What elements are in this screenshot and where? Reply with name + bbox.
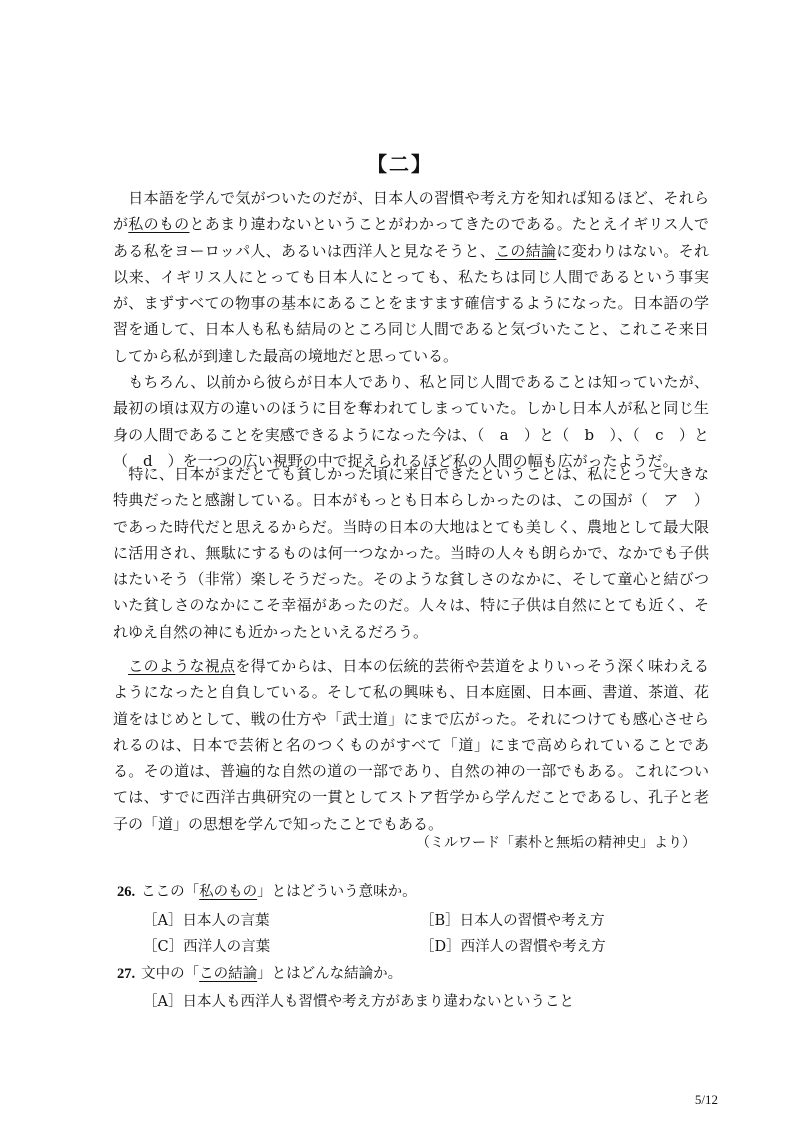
- q26-option-b[interactable]: ［B］日本人の習慣や考え方: [420, 913, 605, 929]
- question-26-underlined: 私のもの: [199, 884, 258, 900]
- section-title: 【二】: [367, 152, 433, 176]
- passage-paragraph-2: もちろん、以前から彼らが日本人であり、私と同じ人間であることは知っていたが、最初の頃は双方の違いのほうに目を奪われてしまっていた。しかし日本人が私と同じ生身の人間であることを実感できるようになった今は、（ a ）と（ b ）、（ c ）と（ d ）を一つの広い視野の中で捉えられるほど私の人間の幅も広がったようだ。: [113, 373, 709, 470]
- question-26: 26. ここの「私のもの」とはどういう意味か。: [117, 884, 417, 900]
- passage-paragraph-1: 日本語を学んで気がついたのだが、日本人の習慣や考え方を知れば知るほど、それらが私のものとあまり違わないということがわかってきたのである。たとえイギリス人である私をヨーロッパ人、あるいは西洋人と見なそうと、この結論に変わりはない。それ以来、イギリス人にとっても日本人にとっても、私たちは同じ人間であるという事実が、まずすべての物事の基本にあることをますます確信するようになった。日本語の学習を通して、日本人も私も結局のところ同じ人間であると気づいたこと、これこそ来日してから私が到達した最高の境地だと思っている。: [113, 189, 709, 365]
- q26-option-d[interactable]: ［D］西洋人の習慣や考え方: [420, 939, 606, 955]
- q27-option-a[interactable]: ［A］日本人も西洋人も習慣や考え方があまり違わないということ: [143, 994, 574, 1010]
- passage-paragraph-4: このような視点を得てからは、日本の伝統的芸術や芸道をよりいっそう深く味わえるようになったと自負している。そして私の興味も、日本庭園、日本画、書道、茶道、花道をはじめとして、戦の仕方や「武士道」にまで広がった。それにつけても感心させられるのは、日本で芸術と名のつくものがすべて「道」にまで高められていることである。その道は、普遍的な自然の道の一部であり、自然の神の一部でもある。これについては、すでに西洋古典研究の一貫としてストア哲学から学んだことであるし、孔子と老子の「道」の思想を学んで知ったことでもある。: [113, 657, 709, 833]
- passage-source: （ミルワード「素朴と無垢の精神史」より）: [416, 835, 696, 851]
- passage-paragraph-3: 特に、日本がまだとても貧しかった頃に来日できたということは、私にとって大きな特典だったと感謝している。日本がもっとも日本らしかったのは、この国が（ ア ）であった時代だと思えるからだ。当時の日本の大地はとても美しく、農地として最大限に活用され、無駄にするものは何一つなかった。当時の人々も朗らかで、なかでも子供はたいそう（非常）楽しそうだった。そのような貧しさのなかに、そして童心と結びついた貧しさのなかにこそ幸福があったのだ。人々は、特に子供は自然にとても近く、それゆえ自然の神にも近かったといえるだろう。: [113, 465, 709, 641]
- page-number: 5/12: [694, 1092, 718, 1107]
- underlined-phrase-watashi-no-mono: 私のもの: [128, 215, 190, 234]
- q26-option-c[interactable]: ［C］西洋人の言葉: [143, 939, 271, 955]
- q26-option-a[interactable]: ［A］日本人の言葉: [143, 913, 270, 929]
- question-27-underlined: この結論: [199, 966, 258, 982]
- question-27: 27. 文中の「この結論」とはどんな結論か。: [117, 966, 403, 982]
- underlined-phrase-shiten: このような視点: [128, 657, 236, 675]
- underlined-phrase-kono-ketsuron: この結論: [495, 241, 557, 260]
